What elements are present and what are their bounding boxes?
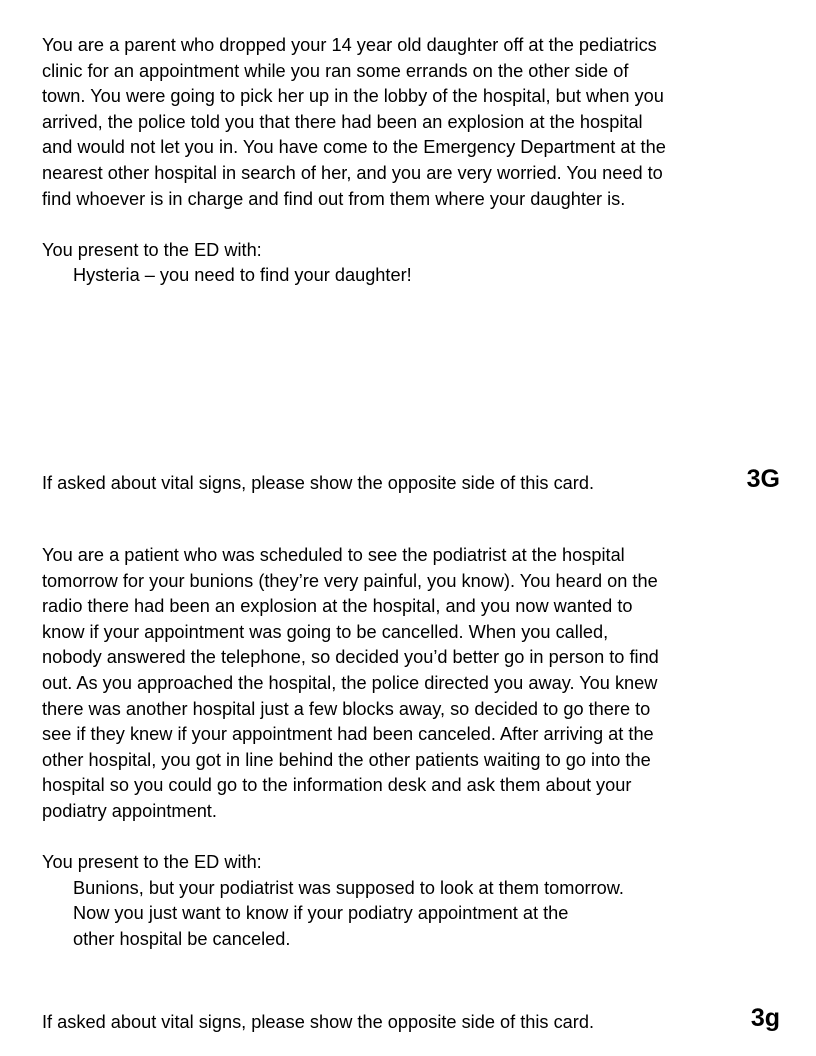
card-2-code: 3g xyxy=(750,1004,780,1032)
card-1-narrative: You are a parent who dropped your 14 year old daughter off at the pediatrics clinic for an appointment while you ran some errands on the other side of town. You were going to pick her up in the lobby of the hospital, but when you arrived, the police told you that there had been an explosion at the hospital and would not let you in. You have come to the Emergency Department at the nearest other hospital in search of her, and you are very worried. You need to find whoever is in charge and find out from them where your daughter is. xyxy=(42,35,666,209)
card-2-present-heading: You present to the ED with: xyxy=(42,852,262,873)
card-2-narrative: You are a patient who was scheduled to see the podiatrist at the hospital tomorrow for your bunions (they’re very painful, you know). You heard on the radio there had been an explosion at the hospital, and you now wanted to know if your appointment was going to be cancelled. When you called, nobody answered the telephone, so decided you’d better go in person to find out. As you approached the hospital, the police directed you away. You knew there was another hospital just a few blocks away, so decided to go there to see if they knew if your appointment had been canceled. After arriving at the other hospital, you got in line behind the other patients waiting to go into the hospital so you could go to the information desk and ask them about your podiatry appointment. xyxy=(42,545,659,821)
card-2-vitals-note: If asked about vital signs, please show the opposite side of this card. xyxy=(42,1012,595,1032)
card-1-present-body: Hysteria – you need to find your daughter! xyxy=(73,265,412,286)
card-1-vitals-note: If asked about vital signs, please show the opposite side of this card. xyxy=(42,473,595,493)
card-1-scenario xyxy=(42,33,784,289)
card-1-code: 3G xyxy=(746,465,780,493)
card-1-present-heading: You present to the ED with: xyxy=(42,239,262,260)
card-2-present-body: Bunions, but your podiatrist was supposed to look at them tomorrow. Now you just want to know if your podiatry appointment at the other hospital be canceled. xyxy=(73,877,624,949)
card-2-scenario xyxy=(42,543,784,953)
